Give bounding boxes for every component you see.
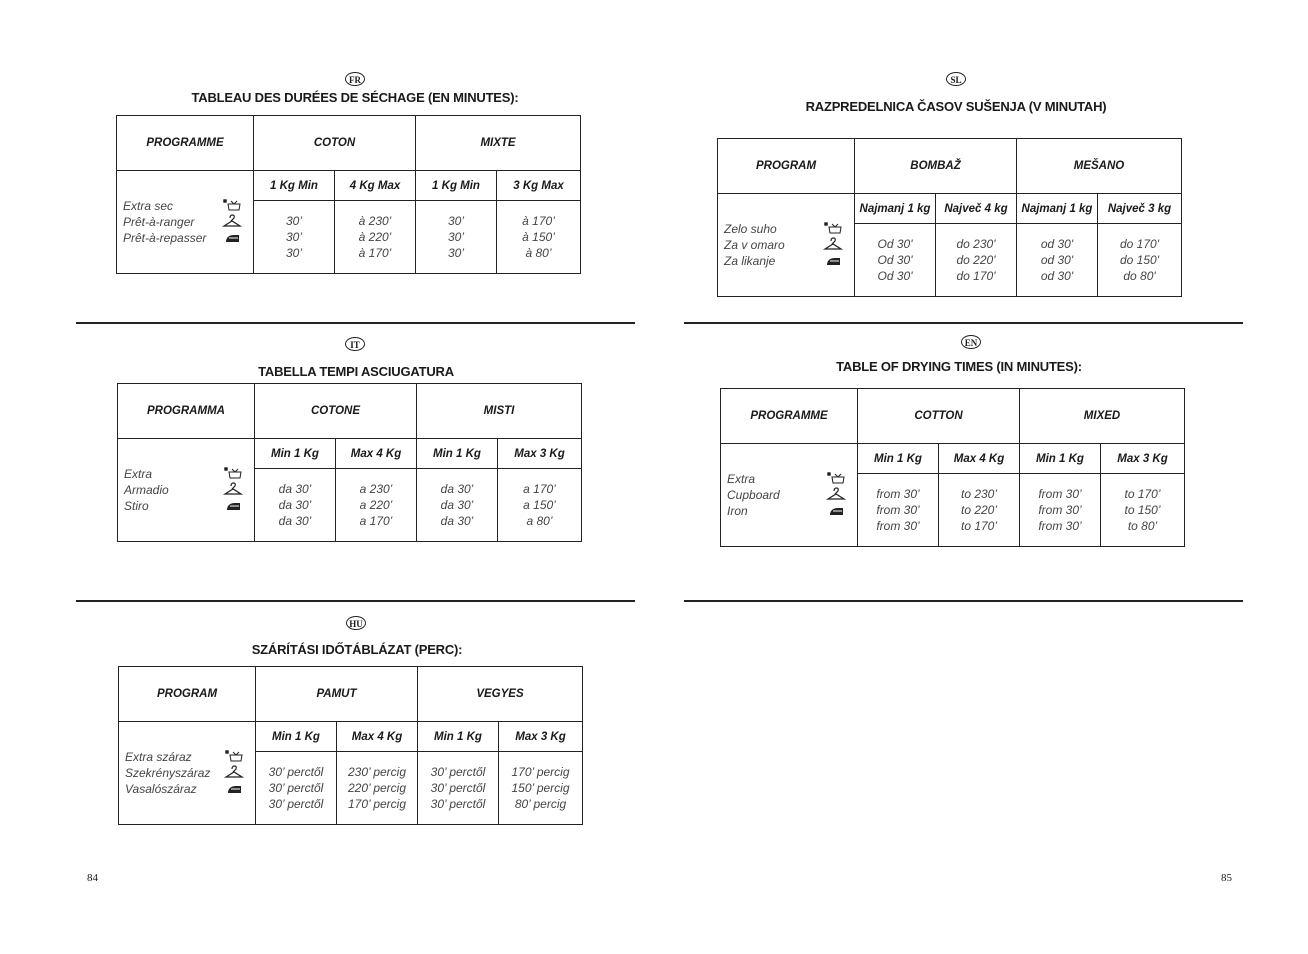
time-value: Od 30' (877, 237, 913, 251)
time-value: from 30’ (1038, 519, 1082, 533)
load-header-2: 1 Kg Min (416, 171, 497, 201)
extra-dry-icon (223, 749, 245, 765)
divider-right-1 (684, 322, 1243, 324)
program-extra: Zelo suho (724, 222, 777, 236)
time-value: 30’ perctől (268, 781, 324, 795)
time-column-3 (497, 201, 581, 274)
time-value: 230’ percig (347, 765, 407, 779)
fabric-group-cotton-header: BOMBAŽ (855, 139, 1017, 194)
hanger-icon (825, 487, 847, 503)
fabric-group-cotton-header: COTON (254, 116, 416, 171)
program-icons (822, 221, 844, 269)
program-list-cell (119, 722, 256, 825)
iron-icon (222, 498, 244, 514)
program-extra: Extra (124, 467, 153, 481)
load-header-1: Max 4 Kg (336, 439, 417, 469)
load-header-3: Največ 3 kg (1098, 194, 1182, 224)
time-column-2 (417, 469, 498, 542)
program-list-cell (718, 194, 855, 297)
iron-icon (223, 781, 245, 797)
language-badge-en: EN (961, 335, 981, 349)
time-column-3 (499, 752, 583, 825)
time-column-2 (418, 752, 499, 825)
divider-left-2 (76, 600, 635, 602)
load-header-3: Max 3 Kg (499, 722, 583, 752)
time-value: à 80’ (525, 246, 552, 260)
time-value: 30’ (285, 230, 302, 244)
time-value: to 220’ (960, 503, 998, 517)
program-list (124, 466, 169, 514)
iron-icon (221, 230, 243, 246)
time-value: od 30' (1040, 237, 1074, 251)
drying-table-sl (717, 138, 1182, 297)
load-header-2: Min 1 Kg (417, 439, 498, 469)
time-value: a 150’ (523, 498, 556, 512)
hanger-icon (221, 214, 243, 230)
time-value: to 80’ (1127, 519, 1158, 533)
section-title-fr: TABLEAU DES DURÉES DE SÉCHAGE (EN MINUTES): (191, 90, 519, 105)
time-value: a 170’ (359, 514, 393, 528)
program-list (123, 198, 206, 246)
time-value: od 30' (1040, 269, 1074, 283)
section-title-hu: SZÁRÍTÁSI IDŐTÁBLÁZAT (PERC): (251, 642, 463, 657)
time-value: da 30’ (278, 498, 312, 512)
time-value: da 30’ (440, 514, 474, 528)
time-value: from 30’ (876, 519, 920, 533)
fabric-group-mixed-header: MIXED (1020, 389, 1185, 444)
time-value: do 170' (1120, 237, 1159, 251)
time-column-0 (256, 752, 337, 825)
time-value: a 230’ (359, 482, 393, 496)
load-header-1: 4 Kg Max (335, 171, 416, 201)
time-column-0 (255, 469, 336, 542)
time-value: a 80’ (526, 514, 553, 528)
time-value: to 170’ (960, 519, 998, 533)
language-badge-sl: SL (946, 72, 966, 86)
extra-dry-icon (222, 466, 244, 482)
load-header-0: 1 Kg Min (254, 171, 335, 201)
time-value: 30’ (285, 246, 302, 260)
load-header-2: Min 1 Kg (1020, 444, 1101, 474)
time-column-2 (1020, 474, 1101, 547)
time-value: à 230’ (358, 214, 392, 228)
program-icons (222, 466, 244, 514)
time-value: from 30’ (876, 503, 920, 517)
program-extra: Extra sec (123, 199, 174, 213)
page-number-left: 84 (87, 872, 98, 884)
program-header: PROGRAMME (117, 116, 254, 171)
time-column-2 (416, 201, 497, 274)
divider-left-1 (76, 322, 635, 324)
time-value: 170’ percig (511, 765, 570, 779)
program-iron: Iron (727, 504, 748, 518)
program-list (727, 471, 780, 519)
load-header-2: Najmanj 1 kg (1017, 194, 1098, 224)
iron-icon (822, 253, 844, 269)
drying-table-fr (116, 115, 581, 274)
time-column-1 (337, 752, 418, 825)
time-value: from 30’ (1038, 487, 1082, 501)
hanger-icon (223, 765, 245, 781)
time-value: 80’ percig (514, 797, 567, 811)
load-header-0: Min 1 Kg (255, 439, 336, 469)
time-column-1 (936, 224, 1017, 297)
program-iron: Za likanje (724, 254, 776, 268)
time-column-0 (858, 474, 939, 547)
program-iron: Prêt-à-repasser (123, 231, 207, 245)
program-iron: Stiro (124, 499, 149, 513)
time-value: a 170’ (523, 482, 556, 496)
load-header-1: Max 4 Kg (337, 722, 418, 752)
time-value: do 80' (1123, 269, 1156, 283)
load-header-3: Max 3 Kg (498, 439, 582, 469)
time-column-3 (1098, 224, 1182, 297)
time-value: from 30’ (876, 487, 920, 501)
program-icons (221, 198, 243, 246)
load-header-3: 3 Kg Max (497, 171, 581, 201)
language-badge-it: IT (345, 337, 365, 351)
time-column-3 (1101, 474, 1185, 547)
language-badge-hu: HU (346, 616, 366, 630)
time-column-2 (1017, 224, 1098, 297)
time-value: Od 30' (877, 253, 913, 267)
time-value: a 220’ (359, 498, 393, 512)
time-value: od 30' (1040, 253, 1074, 267)
fabric-group-cotton-header: COTONE (255, 384, 417, 439)
load-header-1: Max 4 Kg (939, 444, 1020, 474)
time-value: à 170’ (358, 246, 392, 260)
hanger-icon (222, 482, 244, 498)
time-value: Od 30' (877, 269, 913, 283)
program-iron: Vasalószáraz (125, 782, 197, 796)
program-extra: Extra száraz (125, 750, 192, 764)
program-cupboard: Prêt-à-ranger (123, 215, 195, 229)
load-header-2: Min 1 Kg (418, 722, 499, 752)
program-header: PROGRAM (718, 139, 855, 194)
time-value: da 30’ (278, 482, 312, 496)
drying-table-hu (118, 666, 583, 825)
time-value: da 30’ (440, 498, 474, 512)
time-column-0 (855, 224, 936, 297)
drying-table-en (720, 388, 1185, 547)
time-value: 170’ percig (347, 797, 407, 811)
time-column-3 (498, 469, 582, 542)
time-value: to 150’ (1124, 503, 1161, 517)
fabric-group-mixed-header: MEŠANO (1017, 139, 1182, 194)
program-icons (825, 471, 847, 519)
program-cupboard: Cupboard (727, 488, 780, 502)
time-value: do 170' (956, 269, 996, 283)
time-value: 30’ perctől (430, 765, 486, 779)
fabric-group-mixed-header: MISTI (417, 384, 582, 439)
program-cupboard: Armadio (124, 483, 169, 497)
program-list (125, 749, 210, 797)
time-value: 30’ (448, 246, 465, 260)
time-value: à 220’ (358, 230, 392, 244)
iron-icon (825, 503, 847, 519)
program-list-cell (118, 439, 255, 542)
fabric-group-cotton-header: COTTON (858, 389, 1020, 444)
program-header: PROGRAMMA (118, 384, 255, 439)
program-list (724, 221, 785, 269)
page-number-right: 85 (1221, 872, 1232, 884)
time-value: 30’ perctől (268, 797, 324, 811)
time-value: to 230’ (960, 487, 998, 501)
divider-right-2 (684, 600, 1243, 602)
time-value: 30’ (448, 230, 465, 244)
load-header-0: Min 1 Kg (858, 444, 939, 474)
program-header: PROGRAM (119, 667, 256, 722)
time-value: do 230' (956, 237, 996, 251)
extra-dry-icon (825, 471, 847, 487)
section-title-it: TABELLA TEMPI ASCIUGATURA (258, 364, 454, 379)
time-value: à 150’ (522, 230, 555, 244)
time-value: da 30’ (440, 482, 474, 496)
time-value: 30’ perctől (430, 797, 486, 811)
time-value: 220’ percig (347, 781, 407, 795)
time-value: to 170’ (1124, 487, 1161, 501)
program-list-cell (721, 444, 858, 547)
time-value: 30’ (285, 214, 302, 228)
time-value: 30’ perctől (268, 765, 324, 779)
fabric-group-mixed-header: VEGYES (418, 667, 583, 722)
time-value: from 30’ (1038, 503, 1082, 517)
time-column-1 (939, 474, 1020, 547)
drying-table-it (117, 383, 582, 542)
time-column-1 (335, 201, 416, 274)
time-column-1 (336, 469, 417, 542)
extra-dry-icon (822, 221, 844, 237)
program-extra: Extra (727, 472, 756, 486)
time-value: do 150' (1120, 253, 1159, 267)
time-value: da 30’ (278, 514, 312, 528)
section-title-sl: RAZPREDELNICA ČASOV SUŠENJA (V MINUTAH) (805, 99, 1107, 114)
load-header-0: Najmanj 1 kg (855, 194, 936, 224)
time-value: 150’ percig (511, 781, 570, 795)
time-column-0 (254, 201, 335, 274)
load-header-3: Max 3 Kg (1101, 444, 1185, 474)
time-value: 30’ (448, 214, 465, 228)
program-cupboard: Szekrényszáraz (125, 766, 211, 780)
fabric-group-mixed-header: MIXTE (416, 116, 581, 171)
language-badge-fr: FR (345, 72, 365, 86)
program-cupboard: Za v omaro (724, 238, 785, 252)
program-header: PROGRAMME (721, 389, 858, 444)
load-header-0: Min 1 Kg (256, 722, 337, 752)
program-list-cell (117, 171, 254, 274)
time-value: à 170’ (522, 214, 555, 228)
time-value: do 220' (956, 253, 996, 267)
section-title-en: TABLE OF DRYING TIMES (IN MINUTES): (836, 359, 1082, 374)
time-value: 30’ perctől (430, 781, 486, 795)
hanger-icon (822, 237, 844, 253)
fabric-group-cotton-header: PAMUT (256, 667, 418, 722)
program-icons (223, 749, 245, 797)
extra-dry-icon (221, 198, 243, 214)
load-header-1: Največ 4 kg (936, 194, 1017, 224)
